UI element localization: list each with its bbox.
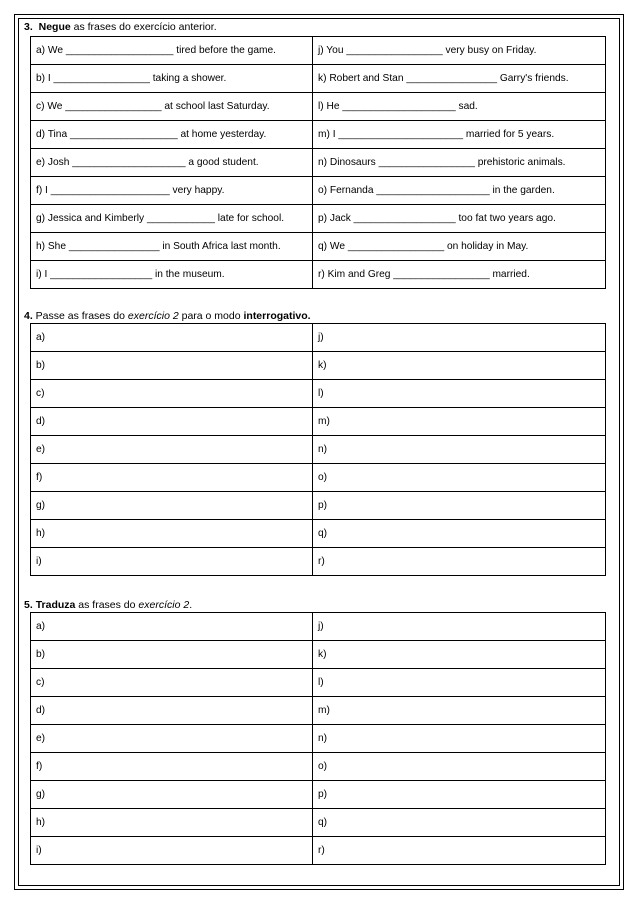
section-4-answer-cell: n) xyxy=(313,436,606,464)
section-4-answer-row xyxy=(31,380,606,408)
section-3-sentence-cell: i) I __________________ in the museum. xyxy=(31,261,313,289)
section-3-sentence-cell: d) Tina ___________________ at home yesterday. xyxy=(31,121,313,149)
section-4-answer-cell: o) xyxy=(313,464,606,492)
section-4-answer-cell: l) xyxy=(313,380,606,408)
section-5-answer-cell: k) xyxy=(313,641,606,669)
section-4-answer-cell: e) xyxy=(31,436,313,464)
section-4-answer-row xyxy=(31,436,606,464)
section-5-table xyxy=(30,612,606,865)
section-4-answer-cell: q) xyxy=(313,520,606,548)
section-4-answer-cell: d) xyxy=(31,408,313,436)
section-4-table xyxy=(30,323,606,576)
section-3-sentence-cell: j) You _________________ very busy on Friday. xyxy=(313,37,606,65)
section-5-answer-row xyxy=(31,781,606,809)
section-4-answer-cell: j) xyxy=(313,324,606,352)
section-3-number: 3. xyxy=(24,21,33,33)
section-5-answer-cell: g) xyxy=(31,781,313,809)
section-3-instruction: as frases do exercício anterior. xyxy=(70,21,217,33)
section-3-keyword: Negue xyxy=(38,21,71,33)
section-4-answer-cell: m) xyxy=(313,408,606,436)
section-5-answer-row xyxy=(31,809,606,837)
section-4-answer-cell: a) xyxy=(31,324,313,352)
section-5-answer-cell: o) xyxy=(313,753,606,781)
section-5-instruction-end: . xyxy=(189,599,193,611)
section-3-sentence-cell: q) We _________________ on holiday in May. xyxy=(313,233,606,261)
section-5-answer-cell: a) xyxy=(31,613,313,641)
section-5-answer-row xyxy=(31,725,606,753)
section-5-answer-cell: j) xyxy=(313,613,606,641)
section-3-sentence-cell: g) Jessica and Kimberly ____________ late for school. xyxy=(31,205,313,233)
section-4-answer-cell: r) xyxy=(313,548,606,576)
section-4-title xyxy=(24,310,311,323)
section-3-sentence-cell: e) Josh ____________________ a good student. xyxy=(31,149,313,177)
section-5-answer-cell: b) xyxy=(31,641,313,669)
section-3-sentence-row xyxy=(31,149,606,177)
section-3-sentence-cell: r) Kim and Greg _________________ married. xyxy=(313,261,606,289)
section-5-answer-cell: c) xyxy=(31,669,313,697)
section-4-answer-row xyxy=(31,352,606,380)
section-4-answer-cell: g) xyxy=(31,492,313,520)
section-4-answer-cell: i) xyxy=(31,548,313,576)
section-3-sentence-cell: n) Dinosaurs _________________ prehistoric animals. xyxy=(313,149,606,177)
section-3-sentence-cell: o) Fernanda ____________________ in the garden. xyxy=(313,177,606,205)
section-4-reference: exercício 2 xyxy=(127,310,179,322)
section-4-answer-row xyxy=(31,520,606,548)
section-5-answer-cell: m) xyxy=(313,697,606,725)
section-3-sentence-cell: p) Jack __________________ too fat two years ago. xyxy=(313,205,606,233)
section-5-answer-cell: r) xyxy=(313,837,606,865)
section-5-answer-cell: h) xyxy=(31,809,313,837)
section-4-keyword: interrogativo. xyxy=(243,310,311,322)
section-5-title xyxy=(24,599,192,612)
section-3-table xyxy=(30,36,606,289)
section-4-answer-cell: c) xyxy=(31,380,313,408)
section-3-sentence-cell: k) Robert and Stan ________________ Garry's friends. xyxy=(313,65,606,93)
section-4-answer-cell: f) xyxy=(31,464,313,492)
section-3-sentence-row xyxy=(31,177,606,205)
section-3-sentence-row xyxy=(31,233,606,261)
section-3-sentence-cell: h) She ________________ in South Africa last month. xyxy=(31,233,313,261)
section-3-sentence-cell: c) We _________________ at school last Saturday. xyxy=(31,93,313,121)
section-5-answer-row xyxy=(31,613,606,641)
section-3-sentence-cell: l) He ____________________ sad. xyxy=(313,93,606,121)
section-3-sentence-row xyxy=(31,261,606,289)
section-5-number: 5. xyxy=(24,599,33,611)
section-5-answer-cell: d) xyxy=(31,697,313,725)
section-4-answer-cell: p) xyxy=(313,492,606,520)
section-4-answer-row xyxy=(31,408,606,436)
section-5-answer-cell: i) xyxy=(31,837,313,865)
section-3-sentence-cell: m) I ______________________ married for 5 years. xyxy=(313,121,606,149)
section-5-answer-cell: e) xyxy=(31,725,313,753)
section-3-sentence-row xyxy=(31,37,606,65)
section-4-answer-cell: k) xyxy=(313,352,606,380)
section-3-sentence-cell: f) I _____________________ very happy. xyxy=(31,177,313,205)
section-5-answer-cell: l) xyxy=(313,669,606,697)
section-3-title xyxy=(24,21,217,34)
section-3-sentence-row xyxy=(31,93,606,121)
section-5-keyword: Traduza xyxy=(35,599,76,611)
section-5-answer-row xyxy=(31,837,606,865)
section-3-sentence-row xyxy=(31,65,606,93)
section-5-answer-row xyxy=(31,641,606,669)
section-3-sentence-cell: b) I _________________ taking a shower. xyxy=(31,65,313,93)
section-4-number: 4. xyxy=(24,310,33,322)
section-4-answer-cell: h) xyxy=(31,520,313,548)
section-4-answer-row xyxy=(31,464,606,492)
section-5-answer-row xyxy=(31,753,606,781)
section-3-sentence-cell: a) We ___________________ tired before the game. xyxy=(31,37,313,65)
section-5-answer-cell: f) xyxy=(31,753,313,781)
section-5-answer-cell: q) xyxy=(313,809,606,837)
section-5-reference: exercício 2 xyxy=(138,599,190,611)
section-3-sentence-row xyxy=(31,121,606,149)
section-4-answer-row xyxy=(31,548,606,576)
section-5-answer-row xyxy=(31,669,606,697)
section-5-answer-row xyxy=(31,697,606,725)
section-4-answer-row xyxy=(31,324,606,352)
section-4-instruction-start: Passe as frases do xyxy=(32,310,128,322)
section-5-answer-cell: n) xyxy=(313,725,606,753)
section-5-instruction: as frases do xyxy=(75,599,139,611)
section-4-answer-row xyxy=(31,492,606,520)
section-4-instruction-middle: para o modo xyxy=(178,310,244,322)
section-4-answer-cell: b) xyxy=(31,352,313,380)
section-5-answer-cell: p) xyxy=(313,781,606,809)
section-3-sentence-row xyxy=(31,205,606,233)
